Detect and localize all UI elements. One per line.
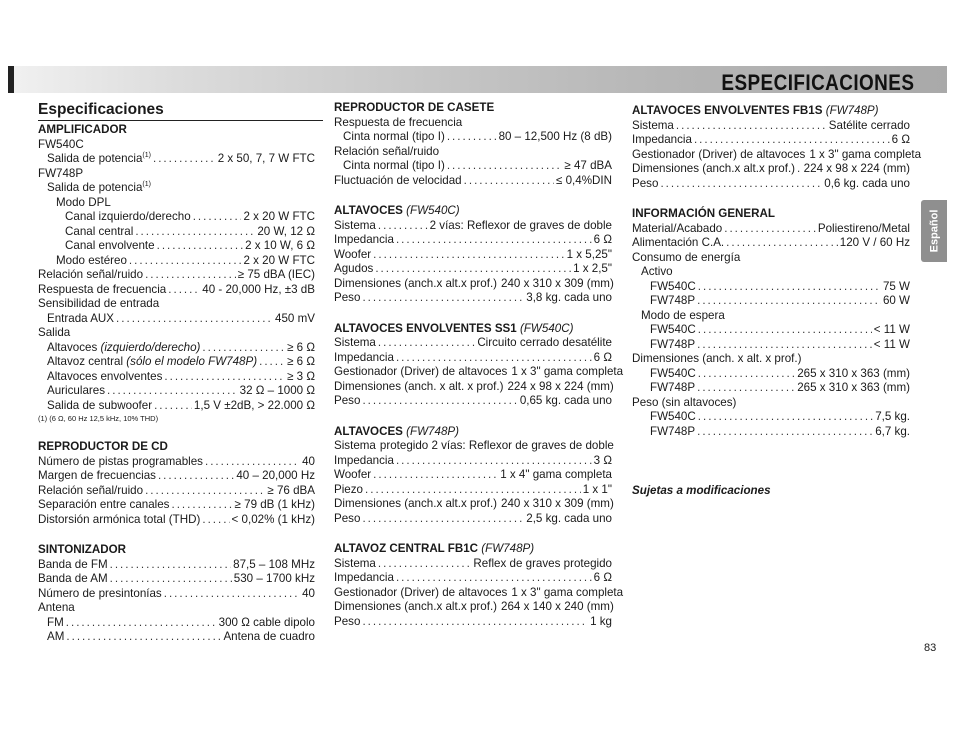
subheading: Peso (sin altavoces) — [632, 395, 737, 409]
spec-label: FW540C — [650, 410, 696, 423]
spec-value: Circuito cerrado desatélite — [477, 336, 612, 349]
footnote-marker: (1) — [142, 181, 151, 189]
spec-label: Agudos — [334, 262, 374, 275]
leader-dots — [365, 483, 581, 498]
spec-value: 1 kg — [590, 614, 612, 628]
leader-dots — [362, 512, 524, 527]
spec-row — [38, 455, 315, 470]
spec-value: 20 W, 12 Ω — [257, 224, 315, 238]
spec-label: Cinta normal (tipo I) — [343, 130, 445, 143]
spec-row — [334, 615, 612, 630]
spec-label: Número de presintonías — [38, 586, 162, 600]
spec-label: Banda de FM — [38, 557, 108, 571]
spec-row — [334, 454, 612, 469]
model-label: FW748P — [38, 166, 84, 180]
spec-row — [632, 280, 910, 295]
spec-value: 1 x 3" gama completa — [511, 585, 624, 599]
leader-dots — [110, 558, 232, 573]
spec-label: Dimensiones (anch.x alt.x prof.) — [334, 600, 498, 613]
spec-value: 2 x 10 W, 6 Ω — [245, 239, 315, 252]
model-note: (FW748P) — [481, 542, 535, 555]
leader-dots — [378, 557, 472, 572]
spec-row — [38, 341, 315, 356]
spec-label: Material/Acabado — [632, 221, 723, 235]
spec-label: Salida de subwoofer — [47, 398, 153, 412]
spec-value: Reflex de graves protegido — [473, 556, 612, 570]
spec-row — [38, 152, 315, 167]
spec-label: Canal central — [65, 224, 134, 238]
spec-label: Canal envolvente — [65, 239, 155, 252]
spec-value: ≤ 0,4%DIN — [556, 173, 612, 187]
leader-dots — [107, 384, 238, 399]
spec-row — [38, 616, 315, 631]
leader-dots — [168, 283, 200, 298]
leader-dots — [464, 174, 554, 189]
spec-label: Dimensiones (anch.x alt.x prof.) — [632, 162, 796, 175]
leader-dots — [164, 370, 285, 385]
spec-row — [632, 323, 910, 338]
spec-label: Sistema — [334, 218, 376, 232]
spec-label: Sistema — [632, 118, 674, 132]
spec-label: Peso — [334, 614, 361, 628]
spec-label: Salida de potencia$^{(1)}$ — [47, 152, 151, 165]
spec-label: Número de pistas programables — [38, 454, 203, 468]
spec-row — [38, 587, 315, 602]
leader-dots — [698, 280, 881, 295]
spec-row — [38, 630, 315, 645]
spec-label: Banda de AM — [38, 572, 108, 585]
spec-row — [334, 233, 612, 248]
leader-dots — [66, 616, 217, 631]
spec-label: AM — [47, 630, 65, 643]
spec-label: Alimentación C.A. — [632, 236, 725, 249]
general-info-heading: INFORMACIÓN GENERAL — [632, 207, 775, 220]
spec-label: Woofer — [334, 468, 372, 481]
subject-to-change-note: Sujetas a modificaciones — [632, 484, 771, 497]
spec-label: Impedancia — [334, 571, 394, 584]
model-label: FW540C — [38, 137, 84, 151]
leader-dots — [202, 341, 285, 356]
spec-label: Canal izquierdo/derecho — [65, 210, 191, 223]
spec-value: 7,5 kg. — [875, 410, 910, 423]
leader-dots — [171, 498, 232, 513]
spec-label: Piezo — [334, 482, 364, 496]
spec-row — [334, 219, 612, 234]
spec-value: 1 x 5,25" — [566, 247, 612, 261]
spec-row — [334, 336, 612, 351]
model-note: (FW748P) — [825, 104, 879, 117]
subheading: Consumo de energía — [632, 250, 741, 264]
spec-row — [38, 558, 315, 573]
spec-row — [334, 351, 612, 366]
column-cassette-speakers — [334, 101, 624, 629]
spec-value: 265 x 310 x 363 (mm) — [797, 366, 910, 380]
spec-value: 2 x 20 W FTC — [243, 253, 315, 267]
spec-label: Modo estéreo — [56, 253, 127, 267]
leader-dots — [697, 425, 873, 440]
tuner-heading: SINTONIZADOR — [38, 543, 127, 556]
spec-row — [38, 484, 315, 499]
spec-value: 1 x 3" gama completa — [809, 147, 922, 161]
spec-row — [632, 177, 910, 192]
spec-label: FW540C — [650, 323, 696, 336]
spec-row — [38, 254, 315, 269]
leader-dots — [378, 219, 428, 234]
spec-row — [632, 425, 910, 440]
leader-dots — [259, 355, 285, 370]
leader-dots — [697, 338, 872, 353]
spec-label: Impedancia — [632, 133, 692, 146]
spec-row — [334, 497, 612, 512]
spec-label: Fluctuación de velocidad — [334, 173, 462, 187]
spec-row — [334, 557, 612, 572]
spec-row — [334, 277, 612, 292]
spec-row — [38, 283, 315, 298]
column-surround-general — [632, 104, 922, 439]
leader-dots — [154, 399, 192, 414]
subheading: Modo DPL — [56, 195, 111, 209]
spec-row — [38, 312, 315, 327]
leader-dots — [362, 394, 517, 409]
spec-row — [334, 380, 612, 395]
footnote-marker: (1) — [142, 152, 151, 160]
cassette-heading: REPRODUCTOR DE CASETE — [334, 101, 495, 114]
spec-value: < 11 W — [873, 323, 910, 336]
spec-value: < 0,02% (1 kHz) — [231, 512, 315, 526]
model-note: (FW540C) — [519, 321, 574, 335]
spec-value: 1 x 3" gama completa — [511, 365, 624, 378]
leader-dots — [158, 469, 234, 484]
spec-label: Respuesta de frecuencia — [38, 282, 167, 296]
spec-value: 0,6 kg. cada uno — [824, 176, 910, 190]
spec-label: FW540C — [650, 279, 696, 293]
leader-dots — [697, 294, 881, 309]
spec-row — [334, 512, 612, 527]
spec-label: Altavoces envolventes — [47, 369, 163, 383]
spec-label: Separación entre canales — [38, 498, 170, 511]
subheading: Modo de espera — [641, 308, 725, 322]
leader-dots — [396, 233, 592, 248]
spec-value: Poliestireno/Metal — [817, 221, 910, 235]
spec-value: 1 x 1" — [582, 482, 612, 496]
spec-label: Impedancia — [334, 350, 394, 364]
leader-dots — [202, 513, 229, 528]
spec-label: Dimensiones (anch.x alt.x prof.) — [334, 497, 498, 510]
leader-dots — [145, 268, 236, 283]
section-title: Especificaciones — [38, 101, 323, 121]
model-note: (FW540C) — [406, 204, 460, 217]
spec-label: Dimensiones (anch. x alt. x prof.) — [334, 379, 504, 393]
spec-value: 224 x 98 x 224 (mm) — [507, 379, 614, 393]
spec-row — [38, 239, 315, 254]
spec-value: 120 V / 60 Hz — [839, 236, 910, 249]
leader-dots — [724, 222, 816, 237]
spec-row — [334, 571, 612, 586]
model-note: (FW748P) — [406, 424, 459, 438]
spec-value: < 11 W — [873, 337, 910, 351]
spec-value: 6,7 kg. — [875, 424, 910, 438]
leader-dots — [447, 159, 563, 174]
spec-label: Sistema — [334, 336, 376, 349]
leader-dots — [157, 239, 244, 254]
leader-dots — [660, 177, 822, 192]
spec-row — [632, 162, 910, 177]
leader-dots — [116, 312, 273, 327]
leader-dots — [697, 381, 795, 396]
spec-value: 3 Ω — [593, 453, 612, 467]
column-amplifier-cd-tuner — [38, 123, 315, 645]
spec-value: 240 x 310 x 309 (mm) — [501, 497, 614, 510]
spec-label: Entrada AUX — [47, 311, 115, 325]
leader-dots — [145, 484, 265, 499]
leader-dots — [698, 367, 795, 382]
spec-label-note: (sólo el modelo FW748P) — [126, 355, 258, 368]
spec-label: FW540C — [650, 366, 696, 380]
spec-value: 6 Ω — [593, 350, 612, 364]
spec-label-note: (izquierdo/derecho) — [100, 340, 201, 354]
spec-row — [632, 410, 910, 425]
spec-row — [334, 262, 612, 277]
leader-dots — [378, 336, 475, 351]
spec-value: 1,5 V ±2dB, > 22.000 Ω — [193, 398, 315, 412]
spec-label: Gestionador (Driver) de altavoces — [632, 147, 806, 161]
spec-label: Impedancia — [334, 453, 394, 467]
center-fb1c-heading: ALTAVOZ CENTRAL FB1C (FW748P) — [334, 542, 535, 555]
spec-value: Antena de cuadro — [223, 630, 315, 643]
spec-row — [38, 572, 315, 587]
spec-label: Altavoces (izquierdo/derecho) — [47, 340, 201, 354]
leader-dots — [797, 162, 802, 177]
spec-row — [38, 370, 315, 385]
leader-dots — [135, 225, 255, 240]
spec-row — [334, 585, 624, 601]
spec-row — [632, 338, 910, 353]
spec-row — [334, 439, 612, 454]
leader-dots — [362, 615, 588, 630]
amplifier-heading: AMPLIFICADOR — [38, 123, 127, 136]
spec-value: ≥ 75 dBA (IEC) — [237, 268, 315, 281]
spec-row — [632, 133, 910, 148]
spec-row — [334, 365, 624, 380]
spec-row — [334, 483, 612, 498]
subheading: Relación señal/ruido — [334, 144, 440, 158]
spec-value: ≥ 3 Ω — [287, 369, 315, 383]
spec-value: 87,5 – 108 MHz — [233, 557, 315, 571]
leader-dots — [164, 587, 300, 602]
spec-label: FM — [47, 615, 64, 629]
spec-label: Sistema — [334, 439, 376, 452]
spec-row — [632, 294, 910, 309]
spec-value: ≥ 76 dBA — [267, 483, 315, 497]
spec-value: 60 W — [882, 294, 910, 307]
subheading: Dimensiones (anch. x alt. x prof.) — [632, 352, 802, 365]
spec-value: ≥ 6 Ω — [287, 355, 315, 368]
spec-label: Dimensiones (anch.x alt.x prof.) — [334, 276, 498, 290]
spec-row — [334, 248, 612, 263]
spec-value: 2,5 kg. cada uno — [526, 511, 612, 525]
spec-row — [38, 268, 315, 283]
spec-value: 32 Ω – 1000 Ω — [239, 384, 315, 397]
leader-dots — [396, 351, 592, 366]
spec-value: 80 – 12,500 Hz (8 dB) — [498, 130, 612, 143]
spec-value: 2 vías: Reflexor de graves de doble — [429, 218, 612, 232]
spec-value: 1 x 4" gama completa — [500, 468, 612, 481]
spec-row — [38, 225, 315, 240]
spec-label: Relación señal/ruido — [38, 268, 144, 281]
leader-dots — [66, 630, 221, 645]
spec-value: 224 x 98 x 224 (mm) — [803, 162, 910, 175]
language-tab — [921, 200, 947, 262]
spec-row — [38, 513, 315, 528]
spec-label: Margen de frecuencias — [38, 469, 156, 482]
spec-row — [334, 291, 612, 306]
cd-heading: REPRODUCTOR DE CD — [38, 440, 168, 453]
spec-value: 6 Ω — [593, 571, 612, 584]
subheading: Activo — [641, 265, 673, 278]
spec-row — [632, 381, 910, 396]
spec-label: FW748P — [650, 294, 696, 307]
leader-dots — [373, 468, 498, 483]
spec-row — [334, 468, 612, 483]
leader-dots — [362, 291, 524, 306]
spec-row — [632, 147, 922, 163]
spec-value: 40 — [302, 454, 315, 468]
spec-label: Peso — [334, 394, 361, 407]
spec-row — [632, 222, 910, 237]
speakers-fw540c-heading: ALTAVOCES (FW540C) — [334, 204, 460, 217]
spec-row — [38, 469, 315, 484]
spec-value: 240 x 310 x 309 (mm) — [501, 276, 614, 290]
spec-value: 2 x 20 W FTC — [243, 210, 315, 223]
spec-value: 1 x 2,5" — [573, 262, 612, 275]
leader-dots — [193, 210, 242, 225]
leader-dots — [396, 571, 592, 586]
spec-value: ≥ 6 Ω — [287, 340, 315, 354]
leader-dots — [698, 323, 872, 338]
spec-label: Altavoz central (sólo el modelo FW748P) — [47, 355, 258, 368]
leader-dots — [373, 248, 564, 263]
spec-row — [38, 384, 315, 399]
spec-row — [38, 498, 315, 513]
spec-row — [334, 174, 612, 189]
footnote: (1) (6 Ω, 60 Hz 12,5 kHz, 10% THD) — [38, 414, 159, 423]
surround-ss1-heading: ALTAVOCES ENVOLVENTES SS1 (FW540C) — [334, 321, 574, 335]
spec-row — [632, 236, 910, 251]
spec-value: 75 W — [882, 279, 910, 293]
leader-dots — [110, 572, 232, 587]
spec-label: Gestionador (Driver) de altavoces — [334, 585, 508, 599]
spec-row — [334, 600, 612, 615]
page-number: 83 — [924, 642, 937, 654]
subheading: Respuesta de frecuencia — [334, 115, 463, 129]
spec-label: Peso — [334, 511, 361, 525]
spec-row — [38, 355, 315, 370]
spec-value: Satélite cerrado — [828, 118, 910, 132]
spec-value: 6 Ω — [891, 133, 910, 146]
spec-label: Distorsión armónica total (THD) — [38, 512, 201, 526]
speakers-fw748p-heading: ALTAVOCES (FW748P) — [334, 424, 459, 438]
spec-value: 530 – 1700 kHz — [233, 572, 315, 585]
spec-row — [334, 159, 612, 174]
spec-label: Salida de potencia$^{(1)}$ — [47, 181, 151, 194]
subheading: Salida — [38, 326, 71, 339]
spec-row — [334, 394, 612, 409]
spec-label: FW748P — [650, 424, 696, 438]
spec-label: Sistema — [334, 556, 376, 570]
spec-row — [38, 399, 315, 414]
spec-label: Peso — [334, 291, 361, 304]
spec-value: 2 x 50, 7, 7 W FTC — [217, 152, 315, 165]
spec-label: Relación señal/ruido — [38, 483, 144, 497]
leader-dots — [205, 455, 300, 470]
spec-value: 0,65 kg. cada uno — [519, 394, 612, 407]
spec-value: 40 - 20,000 Hz, ±3 dB — [202, 282, 315, 296]
leader-dots — [396, 454, 592, 469]
page-header-title: ESPECIFICACIONES — [721, 70, 914, 95]
surround-fb1s-heading: ALTAVOCES ENVOLVENTES FB1S (FW748P) — [632, 104, 879, 117]
leader-dots — [726, 236, 838, 251]
spec-value: 264 x 140 x 240 (mm) — [501, 600, 614, 613]
spec-label: FW748P — [650, 337, 696, 351]
spec-value: protegido 2 vías: Reflexor de graves de doble — [379, 439, 614, 452]
spec-value: 40 — [302, 586, 315, 600]
leader-dots — [153, 152, 216, 167]
leader-dots — [694, 133, 890, 148]
leader-dots — [129, 254, 242, 269]
spec-label: Cinta normal (tipo I) — [343, 159, 445, 172]
subheading: Antena — [38, 601, 75, 614]
language-tab-label: Español — [928, 209, 941, 253]
leader-dots — [698, 410, 873, 425]
spec-value: 6 Ω — [593, 233, 612, 246]
spec-value: 300 Ω cable dipolo — [218, 615, 315, 629]
spec-value: 40 – 20,000 Hz — [236, 469, 315, 482]
spec-label: Gestionador (Driver) de altavoces — [334, 365, 508, 378]
leader-dots — [447, 130, 497, 145]
spec-label: Woofer — [334, 247, 372, 261]
spec-row — [632, 367, 910, 382]
spec-label: Peso — [632, 176, 659, 190]
spec-row — [38, 210, 315, 225]
leader-dots — [676, 119, 827, 134]
spec-label: Impedancia — [334, 233, 394, 246]
spec-row — [334, 130, 612, 145]
spec-value: ≥ 47 dBA — [564, 159, 612, 172]
subheading: Sensibilidad de entrada — [38, 297, 160, 310]
spec-label: Auriculares — [47, 384, 105, 397]
spec-value: 3,8 kg. cada uno — [526, 291, 612, 304]
spec-value: 450 mV — [275, 311, 315, 325]
spec-value: 265 x 310 x 363 (mm) — [797, 381, 910, 394]
spec-label: FW748P — [650, 381, 696, 394]
spec-row — [632, 119, 910, 134]
spec-value: ≥ 79 dB (1 kHz) — [234, 498, 315, 511]
leader-dots — [375, 262, 571, 277]
